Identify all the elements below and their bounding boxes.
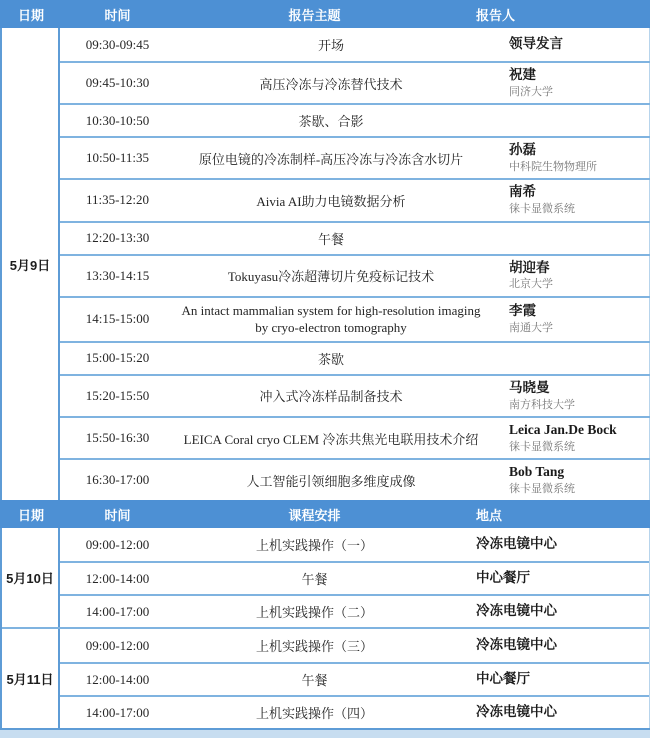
speaker-cell: [487, 136, 650, 178]
header-date: 日期: [17, 507, 44, 523]
speaker-cell: [487, 221, 650, 254]
speaker-cell: [487, 254, 650, 296]
speaker-cell: [454, 528, 649, 561]
time-cell: 16:30-17:00: [60, 458, 175, 500]
topic-cell: [175, 695, 454, 728]
speaker-name: 李霞: [509, 303, 536, 319]
speaker-cell: [487, 296, 650, 341]
header-course: 课程安排: [288, 507, 341, 523]
header-location: 地点: [476, 507, 503, 523]
time-cell: 15:20-15:50: [60, 374, 175, 416]
time-cell: 10:30-10:50: [60, 103, 175, 136]
time-cell: 09:30-09:45: [85, 36, 150, 52]
time-cell: 14:00-17:00: [60, 695, 175, 728]
speaker-name: 冷冻电镜中心: [476, 637, 557, 653]
time-cell: 15:50-16:30: [60, 416, 175, 458]
topic-cell: [175, 61, 487, 103]
time-cell: 10:50-11:35: [60, 136, 175, 178]
topic-text: 上机实践操作（四）: [255, 706, 373, 722]
topic-cell: [175, 528, 454, 561]
time-cell: 09:45-10:30: [60, 61, 175, 103]
topic-text: 上机实践操作（一）: [255, 538, 373, 554]
topic-cell: [175, 178, 487, 220]
speaker-cell: [487, 341, 650, 374]
topic-text: 茶歇、合影: [298, 114, 364, 130]
speaker-name: 胡迎春: [509, 259, 550, 275]
topic-text: 午餐: [301, 572, 328, 588]
speaker-name: 冷冻电镜中心: [476, 536, 557, 552]
topic-text: 高压冷冻与冷冻替代技术: [259, 76, 403, 92]
time-cell: 12:20-13:30: [60, 221, 175, 254]
time-cell: 11:35-12:20: [60, 178, 175, 220]
topic-text: 开场: [317, 38, 344, 53]
speaker-name: 冷冻电镜中心: [476, 603, 557, 619]
topic-cell: [175, 136, 487, 178]
header-topic: 报告主题: [288, 7, 341, 23]
speaker-affiliation: 中科院生物物理所: [509, 161, 597, 174]
topic-text: LEICA Coral cryo CLEM 冷冻共焦光电联用技术介绍: [183, 431, 479, 447]
topic-cell: [175, 28, 487, 61]
header-speaker: 报告人: [476, 7, 516, 23]
speaker-cell: [454, 594, 649, 627]
date-cell: 5月11日: [2, 629, 60, 728]
speaker-name: 中心餐厅: [476, 671, 530, 687]
topic-cell: [175, 561, 454, 594]
header-time: 时间: [104, 7, 131, 23]
speaker-affiliation: 徕卡显微系统: [509, 203, 575, 216]
topic-cell: [175, 416, 487, 458]
speaker-cell: [487, 178, 650, 220]
speaker-affiliation: 南通大学: [509, 322, 553, 335]
topic-text: 原位电镜的冷冻制样-高压冷冻与冷冻含水切片: [198, 151, 464, 167]
header-date: 日期: [17, 7, 44, 23]
speaker-name: 祝建: [509, 67, 536, 82]
speaker-cell: [487, 458, 650, 500]
day-group: [2, 28, 649, 500]
topic-text: An intact mammalian system for high-resolution imaging by cryo-electron tomography: [181, 302, 481, 336]
time-cell: 12:00-14:00: [60, 561, 175, 594]
time-cell: 09:00-12:00: [85, 637, 150, 653]
speaker-name: Leica Jan.De Bock: [509, 421, 617, 437]
speaker-affiliation: 南方科技大学: [509, 398, 575, 411]
speaker-affiliation: 徕卡显微系统: [509, 440, 575, 453]
topic-text: Tokuyasu冷冻超薄切片免疫标记技术: [227, 269, 435, 285]
topic-text: 上机实践操作（三）: [255, 639, 373, 655]
speaker-cell: [454, 695, 649, 728]
talks-table-body: [2, 28, 649, 500]
speaker-cell: [487, 28, 650, 61]
topic-cell: [175, 254, 487, 296]
speaker-name: Bob Tang: [509, 464, 565, 480]
bottom-accent-strip: [0, 728, 650, 738]
talks-table-header: [0, 0, 650, 28]
speaker-cell: [487, 61, 650, 103]
topic-cell: [175, 594, 454, 627]
topic-text: 茶歇: [317, 351, 344, 367]
speaker-name: 领导发言: [509, 36, 563, 52]
speaker-cell: [487, 374, 650, 416]
time-cell: 12:00-14:00: [60, 662, 175, 695]
topic-cell: [175, 103, 487, 136]
topic-cell: [175, 629, 454, 662]
speaker-cell: [454, 629, 649, 662]
course-table-header: [0, 500, 650, 528]
time-cell: 13:30-14:15: [60, 254, 175, 296]
topic-cell: [175, 341, 487, 374]
time-cell: 09:00-12:00: [85, 536, 150, 552]
speaker-cell: [487, 416, 650, 458]
date-cell: 5月9日: [2, 28, 60, 500]
speaker-cell: [487, 103, 650, 136]
speaker-name: 南希: [509, 184, 536, 200]
header-time: 时间: [104, 507, 131, 523]
course-table-body: [2, 528, 649, 728]
topic-text: 午餐: [317, 231, 344, 247]
speaker-affiliation: 同济大学: [509, 85, 553, 98]
topic-cell: [175, 662, 454, 695]
time-cell: 15:00-15:20: [60, 341, 175, 374]
topic-text: 上机实践操作（二）: [255, 605, 373, 621]
topic-text: 人工智能引领细胞多维度成像: [246, 473, 416, 489]
topic-text: Aivia AI助力电镜数据分析: [256, 193, 406, 209]
day-group: [2, 627, 649, 728]
speaker-name: 冷冻电镜中心: [476, 704, 557, 720]
time-cell: 14:00-17:00: [60, 594, 175, 627]
speaker-name: 马晓曼: [509, 379, 550, 395]
topic-cell: [175, 296, 487, 341]
date-cell: 5月10日: [2, 528, 60, 627]
topic-text: 冲入式冷冻样品制备技术: [259, 389, 403, 405]
speaker-affiliation: 北京大学: [509, 278, 553, 291]
topic-cell: [175, 221, 487, 254]
speaker-cell: [454, 561, 649, 594]
speaker-name: 中心餐厅: [476, 570, 530, 586]
topic-cell: [175, 374, 487, 416]
topic-cell: [175, 458, 487, 500]
day-group: [2, 528, 649, 627]
speaker-cell: [454, 662, 649, 695]
time-cell: 14:15-15:00: [60, 296, 175, 341]
speaker-name: 孙磊: [509, 142, 536, 158]
topic-text: 午餐: [301, 673, 328, 689]
speaker-affiliation: 徕卡显微系统: [509, 483, 575, 495]
